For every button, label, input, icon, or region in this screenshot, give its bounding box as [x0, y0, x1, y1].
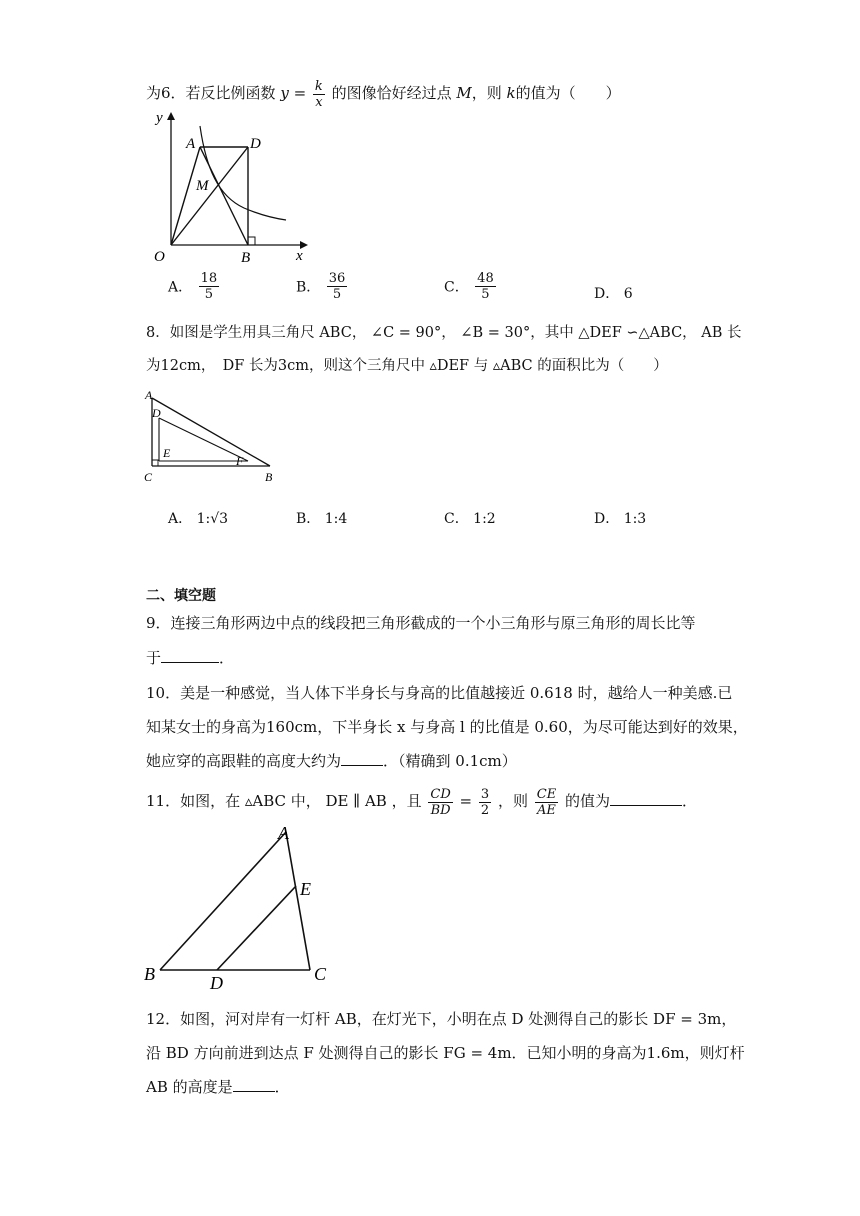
q11-frac2-num: 3 [480, 786, 490, 802]
q7-label-x: x [296, 248, 303, 264]
q7-option-c-letter: C． [444, 279, 469, 296]
q7-option-c-den: 5 [481, 287, 490, 302]
q11-frac2-den: 2 [480, 802, 490, 818]
q11-frac-ce-ae [535, 788, 558, 817]
q7-option-d[interactable] [594, 283, 633, 303]
q11-frac-cd-bd [428, 788, 452, 817]
q8-option-a-text: 1:√3 [196, 511, 229, 527]
q7-point-m: M [456, 84, 472, 102]
q8-stem-line1: 8．如图是学生用具三角尺 ABC， ∠C = 90°， ∠B = 30°，其中 △DEF ∽△ABC， AB 长 [146, 325, 742, 341]
q10-line1: 10．美是一种感觉，当人体下半身长与身高的比值越接近 0.618 时，越给人一种美感.已 [146, 684, 733, 702]
q11-text-d: ． [682, 792, 698, 810]
q11-frac-3-2 [479, 788, 491, 817]
q8-label-d: D [152, 406, 161, 420]
q8-option-c[interactable] [444, 508, 496, 528]
q7-label-a: A [186, 136, 196, 152]
q8-figure [140, 386, 290, 486]
q8-option-d-letter: D． [594, 511, 620, 527]
q7-var-k: k [506, 84, 516, 102]
q7-option-b[interactable] [296, 272, 349, 301]
q7-option-d-letter: D． [594, 286, 620, 302]
q8-option-c-text: 1:2 [473, 511, 496, 527]
q12-line3-b: ． [274, 1078, 290, 1096]
q11-label-c: C [314, 964, 327, 984]
q7-option-d-text: 6 [623, 286, 633, 302]
q8-option-d[interactable] [594, 508, 646, 528]
q7-label-b: B [241, 250, 251, 266]
q12-line3 [146, 1076, 290, 1097]
q11-text-b: ，则 [497, 792, 528, 810]
q11-label-a: A [278, 823, 289, 843]
q7-option-b-letter: B． [296, 279, 321, 296]
q8-label-a: A [145, 388, 153, 402]
q7-option-c[interactable] [444, 272, 498, 301]
q7-label-m: M [196, 178, 209, 194]
q9-line2-a: 于 [146, 649, 162, 667]
q12-line1: 12．如图，河对岸有一灯杆 AB，在灯光下，小明在点 D 处测得自己的影长 DF = 3m， [146, 1010, 737, 1028]
q12-line2: 沿 BD 方向前进到达点 F 处测得自己的影长 FG = 4m．已知小明的身高为1.6m，则灯杆 [146, 1044, 745, 1062]
q7-option-a-fraction [199, 272, 220, 301]
q11-answer-blank[interactable] [610, 791, 682, 806]
q7-func-lhs: y = [280, 84, 307, 102]
q11-label-b: B [144, 964, 155, 984]
q7-option-a[interactable] [168, 272, 221, 301]
q8-label-e: E [163, 446, 171, 460]
q7-option-b-num: 36 [328, 271, 346, 286]
q8-stem-line2: 为12cm， DF 长为3cm，则这个三角尺中 ▵DEF 与 ▵ABC 的面积比为（ ） [146, 358, 668, 374]
q11-label-e: E [300, 879, 311, 899]
q8-option-b[interactable] [296, 508, 347, 528]
q7-func-num: k [314, 78, 323, 94]
q7-stem [146, 78, 621, 108]
q7-option-a-letter: A． [168, 279, 193, 296]
q7-option-c-fraction [475, 272, 496, 301]
q11-frac3-den: AE [537, 802, 556, 818]
q7-stem-end: ，则 [471, 84, 502, 102]
q7-stem-mid: 的图像恰好经过点 [331, 84, 452, 102]
q8-option-c-letter: C． [444, 511, 469, 527]
q7-label-d: D [250, 136, 261, 152]
q9-line1: 9．连接三角形两边中点的线段把三角形截成的一个小三角形与原三角形的周长比等 [146, 614, 696, 632]
q7-stem-start: 为6．若反比例函数 [146, 84, 276, 102]
q8-option-a[interactable] [168, 508, 228, 528]
q12-line3-a: AB 的高度是 [146, 1078, 233, 1096]
q7-label-y: y [156, 110, 163, 126]
q10-line2: 知某女士的身高为160cm，下半身长 x 与身高 l 的比值是 0.60，为尽可能达到好的效果， [146, 718, 748, 736]
q11-eq: = [459, 792, 473, 810]
q8-label-c: C [144, 470, 153, 484]
q7-func-den: x [315, 94, 323, 110]
q10-answer-blank[interactable] [341, 751, 383, 766]
q11-text-a: 11．如图，在 ▵ABC 中， DE ∥ AB ，且 [146, 792, 422, 810]
q7-label-o: O [154, 249, 165, 265]
q7-option-c-num: 48 [477, 271, 494, 286]
q10-line3 [146, 750, 517, 771]
q10-line3-a: 她应穿的高跟鞋的高度大约为 [146, 752, 342, 770]
q8-label-f: F [236, 454, 244, 468]
q7-option-a-den: 5 [204, 287, 213, 302]
q11-label-d: D [210, 973, 223, 990]
q11-figure [138, 820, 338, 990]
q8-option-d-text: 1:3 [623, 511, 647, 527]
q11-frac1-den: BD [430, 802, 451, 818]
q11-stem [146, 782, 697, 820]
q7-func-fraction [313, 80, 325, 109]
q7-stem-end2: 的值为（ ） [515, 84, 621, 102]
q8-option-b-text: 1:4 [324, 511, 348, 527]
q11-frac1-num: CD [430, 786, 451, 802]
q9-line2 [146, 647, 234, 668]
q8-option-b-letter: B． [296, 511, 321, 527]
q7-figure [140, 108, 320, 268]
q10-line3-b: ．（精确到 0.1cm） [383, 752, 517, 770]
q11-text-c: 的值为 [564, 792, 610, 810]
q8-label-b: B [265, 470, 273, 484]
q7-option-b-fraction [327, 272, 348, 301]
section-title: 二、填空题 [146, 588, 216, 604]
q9-answer-blank[interactable] [161, 648, 219, 663]
q9-line2-b: ． [219, 649, 235, 667]
q12-answer-blank[interactable] [233, 1077, 275, 1092]
q11-frac3-num: CE [536, 786, 557, 802]
q7-option-a-num: 18 [200, 271, 218, 286]
q8-option-a-letter: A． [168, 511, 193, 527]
q7-option-b-den: 5 [332, 287, 342, 302]
